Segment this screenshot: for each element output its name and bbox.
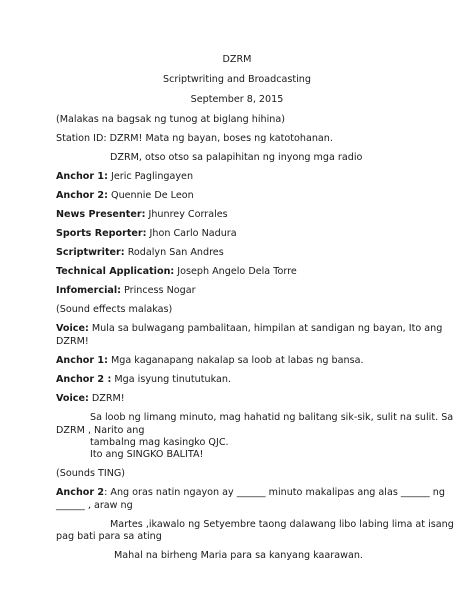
speaker-label: Anchor 2 : — [56, 374, 112, 385]
sfx-intro-line: (Malakas na bagsak ng tunog at biglang hihina) — [56, 114, 285, 125]
credit-name: Joseph Angelo Dela Torre — [177, 266, 297, 277]
dialogue-text: , araw ng — [87, 500, 133, 511]
promo-line-4: Ito ang SINGKO BALITA! — [90, 449, 204, 460]
speaker-label: Voice: — [56, 323, 89, 334]
sfx-malakas-line: (Sound effects malakas) — [56, 304, 173, 315]
dialogue-text: minuto makalipas ang alas — [268, 487, 398, 498]
date-line-2: pag bati para sa ating — [56, 531, 162, 542]
dialogue-text: Mula sa bulwagang pambalitaan, himpilan at sandigan ng bayan, Ito ang — [91, 323, 443, 334]
credit-name: Rodalyn San Andres — [127, 247, 224, 258]
credit-role: Technical Application: — [56, 266, 175, 277]
credit-sports-reporter — [56, 228, 237, 240]
promo-line-3: tambalng mag kasingko QJC. — [90, 437, 229, 448]
credit-role: Anchor 1: — [56, 171, 108, 182]
speaker-label: Anchor 2 — [56, 487, 105, 498]
date-line-1: Martes ,ikawalo ng Setyembre taong dalawang libo labing lima at isang — [110, 519, 454, 530]
credit-role: Infomercial: — [56, 285, 121, 296]
credit-scriptwriter — [56, 247, 224, 259]
voice-line-1-cont: DZRM! — [56, 336, 89, 347]
credit-anchor-2 — [56, 190, 194, 202]
voice-line-1 — [56, 323, 442, 335]
closing-line: Mahal na birheng Maria para sa kanyang kaarawan. — [114, 550, 363, 561]
sfx-ting-line: (Sounds TING) — [56, 468, 126, 479]
credit-role: Sports Reporter: — [56, 228, 147, 239]
document-date: September 8, 2015 — [190, 94, 284, 105]
anchor-1-line — [56, 355, 364, 367]
fill-blank: ______ — [236, 487, 266, 498]
promo-line-1: Sa loob ng limang minuto, mag hahatid ng balitang sik-sik, sulit na sulit. Sa — [90, 412, 454, 423]
speaker-label: Anchor 1: — [56, 355, 108, 366]
credit-name: Quennie De Leon — [111, 190, 194, 201]
dialogue-text: : Ang oras natin ngayon ay — [104, 487, 234, 498]
dialogue-text: ng — [432, 487, 445, 498]
tagline: DZRM, otso otso sa palapihitan ng inyong mga radio — [110, 152, 363, 163]
fill-blank: ______ — [56, 500, 85, 511]
credit-name: Princess Nogar — [124, 285, 196, 296]
fill-blank: ______ — [400, 487, 430, 498]
station-title: DZRM — [222, 54, 252, 65]
speaker-label: Voice: — [56, 393, 89, 404]
anchor-2-line-b — [56, 487, 445, 499]
credit-technical-application — [56, 266, 297, 278]
credit-anchor-1 — [56, 171, 193, 183]
credit-role: News Presenter: — [56, 209, 146, 220]
credit-name: Jhunrey Corrales — [148, 209, 228, 220]
credit-name: Jeric Paglingayen — [111, 171, 194, 182]
dialogue-text: Mga kaganapang nakalap sa loob at labas ng bansa. — [111, 355, 364, 366]
promo-line-2: DZRM , Narito ang — [56, 425, 145, 436]
course-title: Scriptwriting and Broadcasting — [163, 74, 311, 85]
station-id-line: Station ID: DZRM! Mata ng bayan, boses ng katotohanan. — [56, 133, 333, 144]
credit-role: Scriptwriter: — [56, 247, 125, 258]
credit-name: Jhon Carlo Nadura — [149, 228, 237, 239]
credit-role: Anchor 2: — [56, 190, 108, 201]
anchor-2-line-b-cont — [56, 500, 133, 512]
anchor-2-line-a — [56, 374, 231, 386]
voice-line-2 — [56, 393, 125, 405]
dialogue-text: Mga isyung tinututukan. — [114, 374, 231, 385]
credit-news-presenter — [56, 209, 228, 221]
credit-infomercial — [56, 285, 196, 297]
dialogue-text: DZRM! — [91, 393, 125, 404]
